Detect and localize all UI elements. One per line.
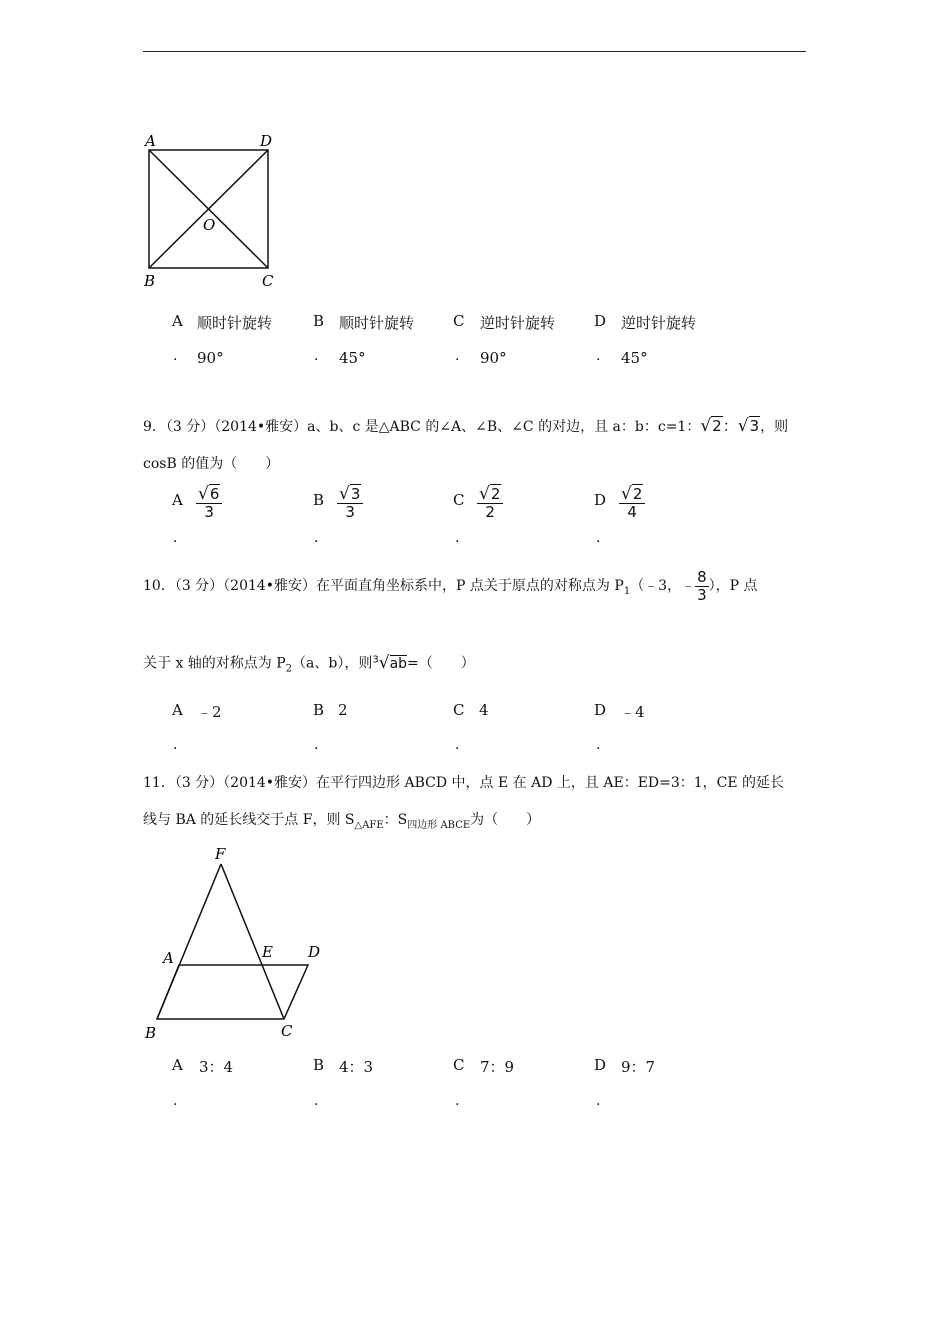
sqrt-2: √2 [700,416,722,436]
option-letter: B [313,491,325,509]
parallelogram-figure [138,840,338,1045]
square-figure [138,128,288,293]
option-letter: C [453,701,465,719]
option-letter: B [313,1056,325,1074]
label-a: A [145,132,156,150]
option-letter: D [594,701,607,719]
option-dot: . [596,348,601,364]
q11-line2-mid: ：S [383,812,408,828]
option-letter: A [172,701,183,719]
q10-line2-mid: （a、b），则 [292,655,373,672]
q11-line2-prefix: 线与 BA 的延长线交于点 F，则 S [143,812,355,828]
option-letter: D [594,491,607,509]
q9-stem-prefix: 9．（3 分）（2014•雅安）a、b、c 是△ABC 的∠A、∠B、∠C 的对边，且 a：b：c=1： [143,419,701,435]
option-dot: . [314,1093,319,1109]
option-value: 45° [621,349,648,367]
option-dot: . [455,530,460,546]
option-text: 顺时针旋转 [339,314,415,332]
option-dot: . [173,1093,178,1109]
q11-line2-suffix: 为（ ） [470,812,541,828]
q11-stem-line2 [143,810,540,836]
option-dot: . [173,530,178,546]
label-d: D [308,943,321,961]
q11-stem-line1: 11．（3 分）（2014•雅安）在平行四边形 ABCD 中，点 E 在 AD 上，且 AE：ED=3：1，CE 的延长 [143,775,785,791]
s1-subscript: △AFE [354,819,384,831]
p1-subscript: 1 [623,585,631,597]
sqrt-3: √3 [737,416,760,436]
option-letter: B [313,312,325,330]
option-letter: C [453,1056,465,1074]
option-dot: . [596,737,601,753]
q9-stem-line1 [143,416,788,437]
option-letter: C [453,312,465,330]
option-fraction: $\frac{√2}{2}$ [477,486,503,521]
option-dot: . [455,737,460,753]
option-letter: B [313,701,325,719]
option-dot: . [314,348,319,364]
q9-stem-line2: cosB 的值为（ ） [143,456,280,472]
option-value: 9：7 [621,1058,656,1076]
option-value: 7：9 [480,1058,515,1076]
fraction-8-3: $\frac{8}{3}$ [697,567,707,604]
option-dot: . [455,1093,460,1109]
cube-root-ab: $^3$√ab [372,652,408,673]
option-letter: A [172,1056,183,1074]
label-o: O [203,216,216,234]
option-text: 逆时针旋转 [621,314,697,332]
option-fraction: $\frac{√3}{3}$ [337,486,363,521]
q10-line2-suffix: =（ ） [407,655,475,672]
option-dot: . [596,1093,601,1109]
label-c: C [281,1022,293,1040]
label-d: D [260,132,273,150]
ratio-colon: ： [722,417,738,435]
option-dot: . [455,348,460,364]
label-b: B [144,272,156,290]
q10-stem-prefix: 10．（3 分）（2014•雅安）在平面直角坐标系中，P 点关于原点的对称点为 P [143,578,624,594]
option-value: 90° [197,349,224,367]
label-c: C [262,272,274,290]
q10-stem-line2 [143,650,475,679]
option-letter: D [594,1056,607,1074]
q9-stem-suffix: ，则 [760,419,789,435]
header-rule [143,51,806,52]
q10-stem-suffix: ），P 点 [708,578,758,594]
option-dot: . [596,530,601,546]
option-value: 45° [339,349,366,367]
option-letter: C [453,491,465,509]
option-dot: . [173,737,178,753]
option-dot: . [173,348,178,364]
option-value: 4 [479,701,489,719]
label-a: A [163,949,174,967]
option-text: 顺时针旋转 [197,314,273,332]
option-value: ﹣4 [620,703,645,721]
label-b: B [145,1024,157,1042]
option-fraction: $\frac{√2}{4}$ [619,486,645,521]
label-e: E [262,943,273,961]
p2-subscript: 2 [285,663,293,675]
option-dot: . [314,530,319,546]
option-fraction: $\frac{√6}{3}$ [196,486,222,521]
option-value: 90° [480,349,507,367]
q10-coord-prefix: （﹣3，﹣ [630,578,696,594]
q10-line2-prefix: 关于 x 轴的对称点为 P [143,655,286,672]
option-letter: A [172,491,183,509]
option-value: 3：4 [199,1058,234,1076]
s2-subscript: 四边形 ABCE [407,819,471,831]
option-dot: . [314,737,319,753]
option-text: 逆时针旋转 [480,314,556,332]
option-value: 2 [338,701,348,719]
option-value: ﹣2 [197,703,222,721]
label-f: F [215,845,226,863]
q10-stem-line1 [143,568,758,610]
option-letter: D [594,312,607,330]
option-value: 4：3 [339,1058,374,1076]
option-letter: A [172,312,183,330]
